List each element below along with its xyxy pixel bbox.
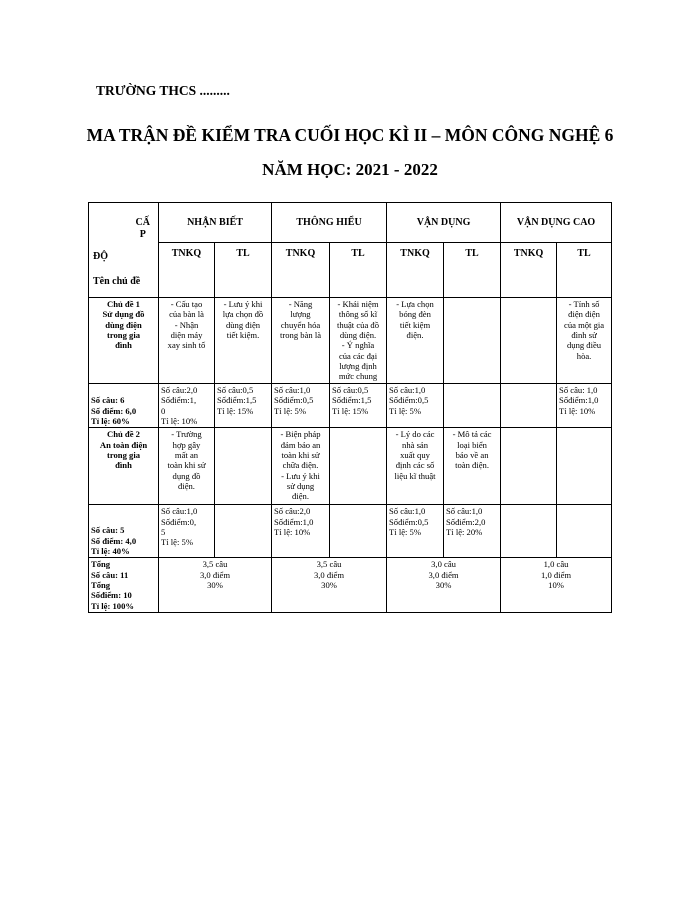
total-label: Tổng Số câu: 11 Tổng Sốđiểm: 10 Tỉ lệ: 100% — [89, 558, 159, 613]
topic2-stat — [501, 505, 557, 558]
topic1-cell: - Năng lượng chuyển hóa trong bàn là — [272, 298, 330, 384]
subcol-header: TNKQ — [159, 243, 215, 298]
topic1-stat: Số câu:0,5 Sốđiểm:1,5 Tỉ lệ: 15% — [215, 384, 272, 428]
topic2-cell — [501, 428, 557, 505]
subcol-header: TL — [444, 243, 501, 298]
total-nhan-biet: 3,5 câu 3,0 điểm 30% — [159, 558, 272, 613]
topic1-stats-row — [89, 384, 612, 428]
topic2-cell — [330, 428, 387, 505]
topic1-cell: - Lựa chọn bóng đèn tiết kiệm điện. — [387, 298, 444, 384]
subcol-header: TNKQ — [501, 243, 557, 298]
topic1-content-row — [89, 298, 612, 384]
topic2-cell: - Biện pháp đảm bảo an toàn khi sử chữa điện. - Lưu ý khi sử dụng điện. — [272, 428, 330, 505]
topic2-cell: - Trường hợp gây mất an toàn khi sử dụng đồ điện. — [159, 428, 215, 505]
subcol-header: TNKQ — [387, 243, 444, 298]
document-title: MA TRẬN ĐỀ KIỂM TRA CUỐI HỌC KÌ II – MÔN CÔNG NGHỆ 6 — [86, 125, 614, 145]
topic-column-label: Tên chủ đề — [93, 276, 141, 287]
topic2-cell: - Lý do các nhà sản xuất quy định các số liệu kĩ thuật — [387, 428, 444, 505]
header-row-subcols — [89, 243, 612, 298]
topic2-stat: Số câu:2,0 Sốđiểm:1,0 Tỉ lệ: 10% — [272, 505, 330, 558]
topic1-stat-label: Số câu: 6 Số điểm: 6,0 Tỉ lệ: 60% — [89, 384, 159, 428]
topic1-name: Chủ đề 1 Sử dụng đồ dùng điện trong gia đình — [89, 298, 159, 384]
subcol-header: TL — [215, 243, 272, 298]
corner-header-cell — [89, 203, 159, 298]
topic1-cell: - Lưu ý khi lựa chọn đồ dùng điện tiết kiệm. — [215, 298, 272, 384]
school-name: TRƯỜNG THCS ......... — [96, 83, 230, 98]
topic1-cell — [444, 298, 501, 384]
subcol-header: TNKQ — [272, 243, 330, 298]
corner-cap-label: CẤ P — [135, 217, 150, 240]
total-van-dung: 3,0 câu 3,0 điểm 30% — [387, 558, 501, 613]
topic1-cell — [501, 298, 557, 384]
subcol-header: TL — [330, 243, 387, 298]
topic2-cell: - Mô tả các loại biển báo về an toàn điện. — [444, 428, 501, 505]
topic2-stat: Số câu:1,0 Sốđiểm:2,0 Tỉ lệ: 20% — [444, 505, 501, 558]
topic2-stat-label: Số câu: 5 Số điểm: 4,0 Tỉ lệ: 40% — [89, 505, 159, 558]
topic2-name: Chủ đề 2 An toàn điện trong gia đình — [89, 428, 159, 505]
topic1-stat: Số câu:1,0 Sốđiểm:0,5 Tỉ lệ: 5% — [272, 384, 330, 428]
level-header-van-dung-cao: VẬN DỤNG CAO — [501, 203, 612, 243]
total-van-dung-cao: 1,0 câu 1,0 điểm 10% — [501, 558, 612, 613]
topic2-stat — [557, 505, 612, 558]
topic2-stat: Số câu:1,0 Sốđiểm:0,5 Tỉ lệ: 5% — [387, 505, 444, 558]
topic1-cell: - Cấu tạo của bàn là - Nhận diện máy xay sinh tố — [159, 298, 215, 384]
topic1-stat — [501, 384, 557, 428]
topic2-stat — [215, 505, 272, 558]
total-row — [89, 558, 612, 613]
topic2-stat: Số câu:1,0 Sốđiểm:0, 5 Tỉ lệ: 5% — [159, 505, 215, 558]
level-header-van-dung: VẬN DỤNG — [387, 203, 501, 243]
topic2-cell — [215, 428, 272, 505]
corner-do-label: ĐỘ — [93, 251, 108, 262]
topic1-stat — [444, 384, 501, 428]
school-year: NĂM HỌC: 2021 - 2022 — [262, 160, 438, 179]
topic2-cell — [557, 428, 612, 505]
topic1-stat: Số câu: 1,0 Sốđiểm:1,0 Tỉ lệ: 10% — [557, 384, 612, 428]
topic2-stats-row — [89, 505, 612, 558]
topic2-content-row — [89, 428, 612, 505]
level-header-nhan-biet: NHẬN BIẾT — [159, 203, 272, 243]
total-thong-hieu: 3,5 câu 3,0 điểm 30% — [272, 558, 387, 613]
topic2-stat — [330, 505, 387, 558]
header-row-levels — [89, 203, 612, 243]
topic1-stat: Số câu:2,0 Sốđiểm:1, 0 Tỉ lệ: 10% — [159, 384, 215, 428]
topic1-stat: Số câu:0,5 Sốđiểm:1,5 Tỉ lệ: 15% — [330, 384, 387, 428]
topic1-cell: - Tính số điện điện của một gia đình sử dụng điều hòa. — [557, 298, 612, 384]
assessment-matrix-table — [88, 202, 612, 613]
topic1-stat: Số câu:1,0 Sốđiểm:0,5 Tỉ lệ: 5% — [387, 384, 444, 428]
subcol-header: TL — [557, 243, 612, 298]
topic1-cell: - Khái niệm thông số kĩ thuật của đồ dùng điện. - Ý nghĩa của các đại lượng định mức chung — [330, 298, 387, 384]
level-header-thong-hieu: THÔNG HIỂU — [272, 203, 387, 243]
